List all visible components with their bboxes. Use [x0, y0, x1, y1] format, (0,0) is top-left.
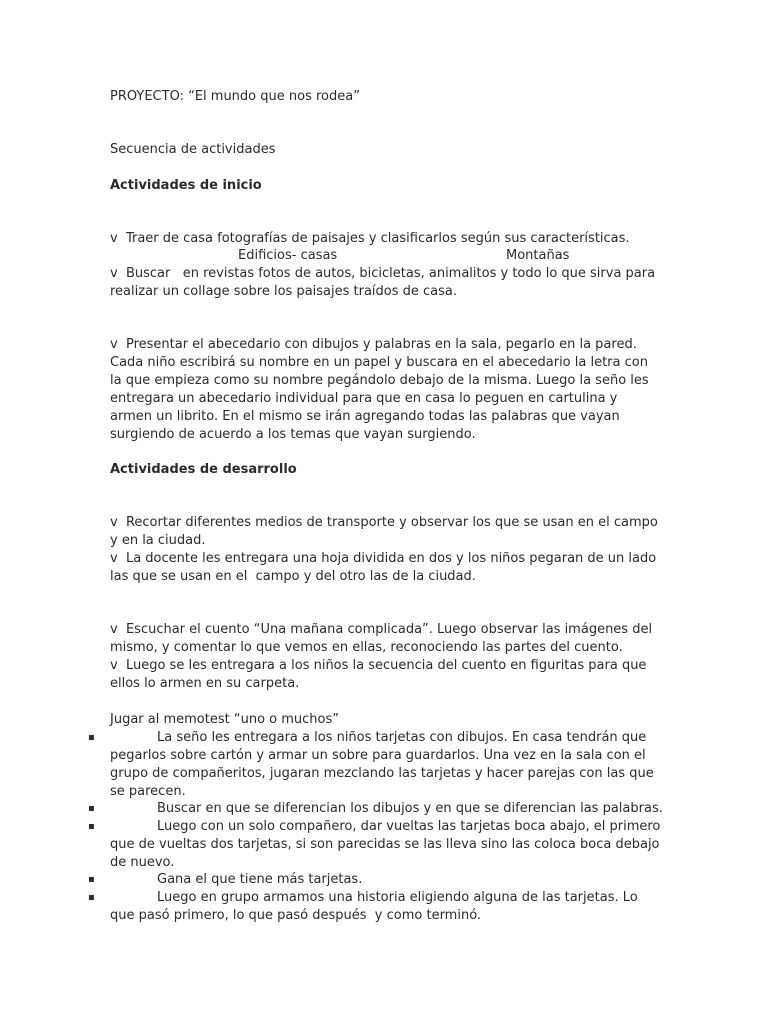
development-paragraph-2-line: ellos lo armen en su carpeta. [110, 676, 300, 691]
start-paragraph-2-line: surgiendo de acuerdo a los temas que vayan surgiendo. [110, 427, 476, 442]
start-paragraph-2-line: Cada niño escribirá su nombre en un papel y buscara en el abecedario la letra con [110, 355, 648, 370]
start-paragraph-2-line: v Presentar el abecedario con dibujos y palabras en la sala, pegarlo en la pared. [110, 337, 637, 352]
start-paragraph-1-line: realizar un collage sobre los paisajes traídos de casa. [110, 284, 458, 299]
list-item-line: Luego en grupo armamos una historia eligiendo alguna de las tarjetas. Lo [157, 890, 638, 905]
development-paragraph-1-line: las que se usan en el campo y del otro las de la ciudad. [110, 569, 476, 584]
start-paragraph-1-line: Edificios- casas [238, 248, 338, 263]
memotest-heading: Jugar al memotest “uno o muchos” [110, 712, 339, 727]
square-bullet-icon: ▪ [88, 821, 95, 832]
development-activities-heading: Actividades de desarrollo [110, 462, 297, 477]
start-activities-heading: Actividades de inicio [110, 178, 262, 193]
start-paragraph-2-line: entregara un abecedario individual para que en casa lo peguen en cartulina y [110, 391, 618, 406]
list-item-line: Gana el que tiene más tarjetas. [157, 872, 363, 887]
start-paragraph-2-line: armen un librito. En el mismo se irán agregando todas las palabras que vayan [110, 409, 620, 424]
list-item-line: grupo de compañeritos, jugaran mezclando las tarjetas y hacer parejas con las que [110, 766, 654, 781]
list-item-line: Buscar en que se diferencian los dibujos y en que se diferencian las palabras. [157, 801, 663, 816]
start-paragraph-2-line: la que empieza como su nombre pegándolo debajo de la misma. Luego la seño les [110, 373, 649, 388]
list-item-line: que de vueltas dos tarjetas, si son parecidas se las lleva sino las coloca boca debajo [110, 837, 660, 852]
list-item-line: se parecen. [110, 784, 186, 799]
development-paragraph-1-line: v La docente les entregara una hoja dividida en dos y los niños pegaran de un lado [110, 551, 657, 566]
project-title: PROYECTO: “El mundo que nos rodea” [110, 89, 360, 104]
list-item-line: que pasó primero, lo que pasó después y como terminó. [110, 908, 482, 923]
square-bullet-icon: ▪ [88, 732, 95, 743]
development-paragraph-2-line: v Luego se les entregara a los niños la secuencia del cuento en figuritas para que [110, 658, 647, 673]
square-bullet-icon: ▪ [88, 803, 95, 814]
list-item-line: de nuevo. [110, 855, 175, 870]
development-paragraph-1-line: y en la ciudad. [110, 533, 206, 548]
list-item-line: pegarlos sobre cartón y armar un sobre para guardarlos. Una vez en la sala con el [110, 748, 646, 763]
start-paragraph-1-line: v Traer de casa fotografías de paisajes y clasificarlos según sus características. [110, 231, 630, 246]
sequence-heading: Secuencia de actividades [110, 142, 276, 157]
start-paragraph-1-line: v Buscar en revistas fotos de autos, bicicletas, animalitos y todo lo que sirva para [110, 266, 656, 281]
development-paragraph-2-line: v Escuchar el cuento “Una mañana complicada”. Luego observar las imágenes del [110, 622, 653, 637]
list-item-line: Luego con un solo compañero, dar vueltas las tarjetas boca abajo, el primero [157, 819, 661, 834]
development-paragraph-1-line: v Recortar diferentes medios de transporte y observar los que se usan en el campo [110, 515, 658, 530]
list-item-line: La seño les entregara a los niños tarjetas con dibujos. En casa tendrán que [157, 730, 647, 745]
square-bullet-icon: ▪ [88, 874, 95, 885]
development-paragraph-2-line: mismo, y comentar lo que vemos en ellas, reconociendo las partes del cuento. [110, 640, 623, 655]
start-paragraph-1-line: Montañas [506, 248, 570, 263]
square-bullet-icon: ▪ [88, 892, 95, 903]
